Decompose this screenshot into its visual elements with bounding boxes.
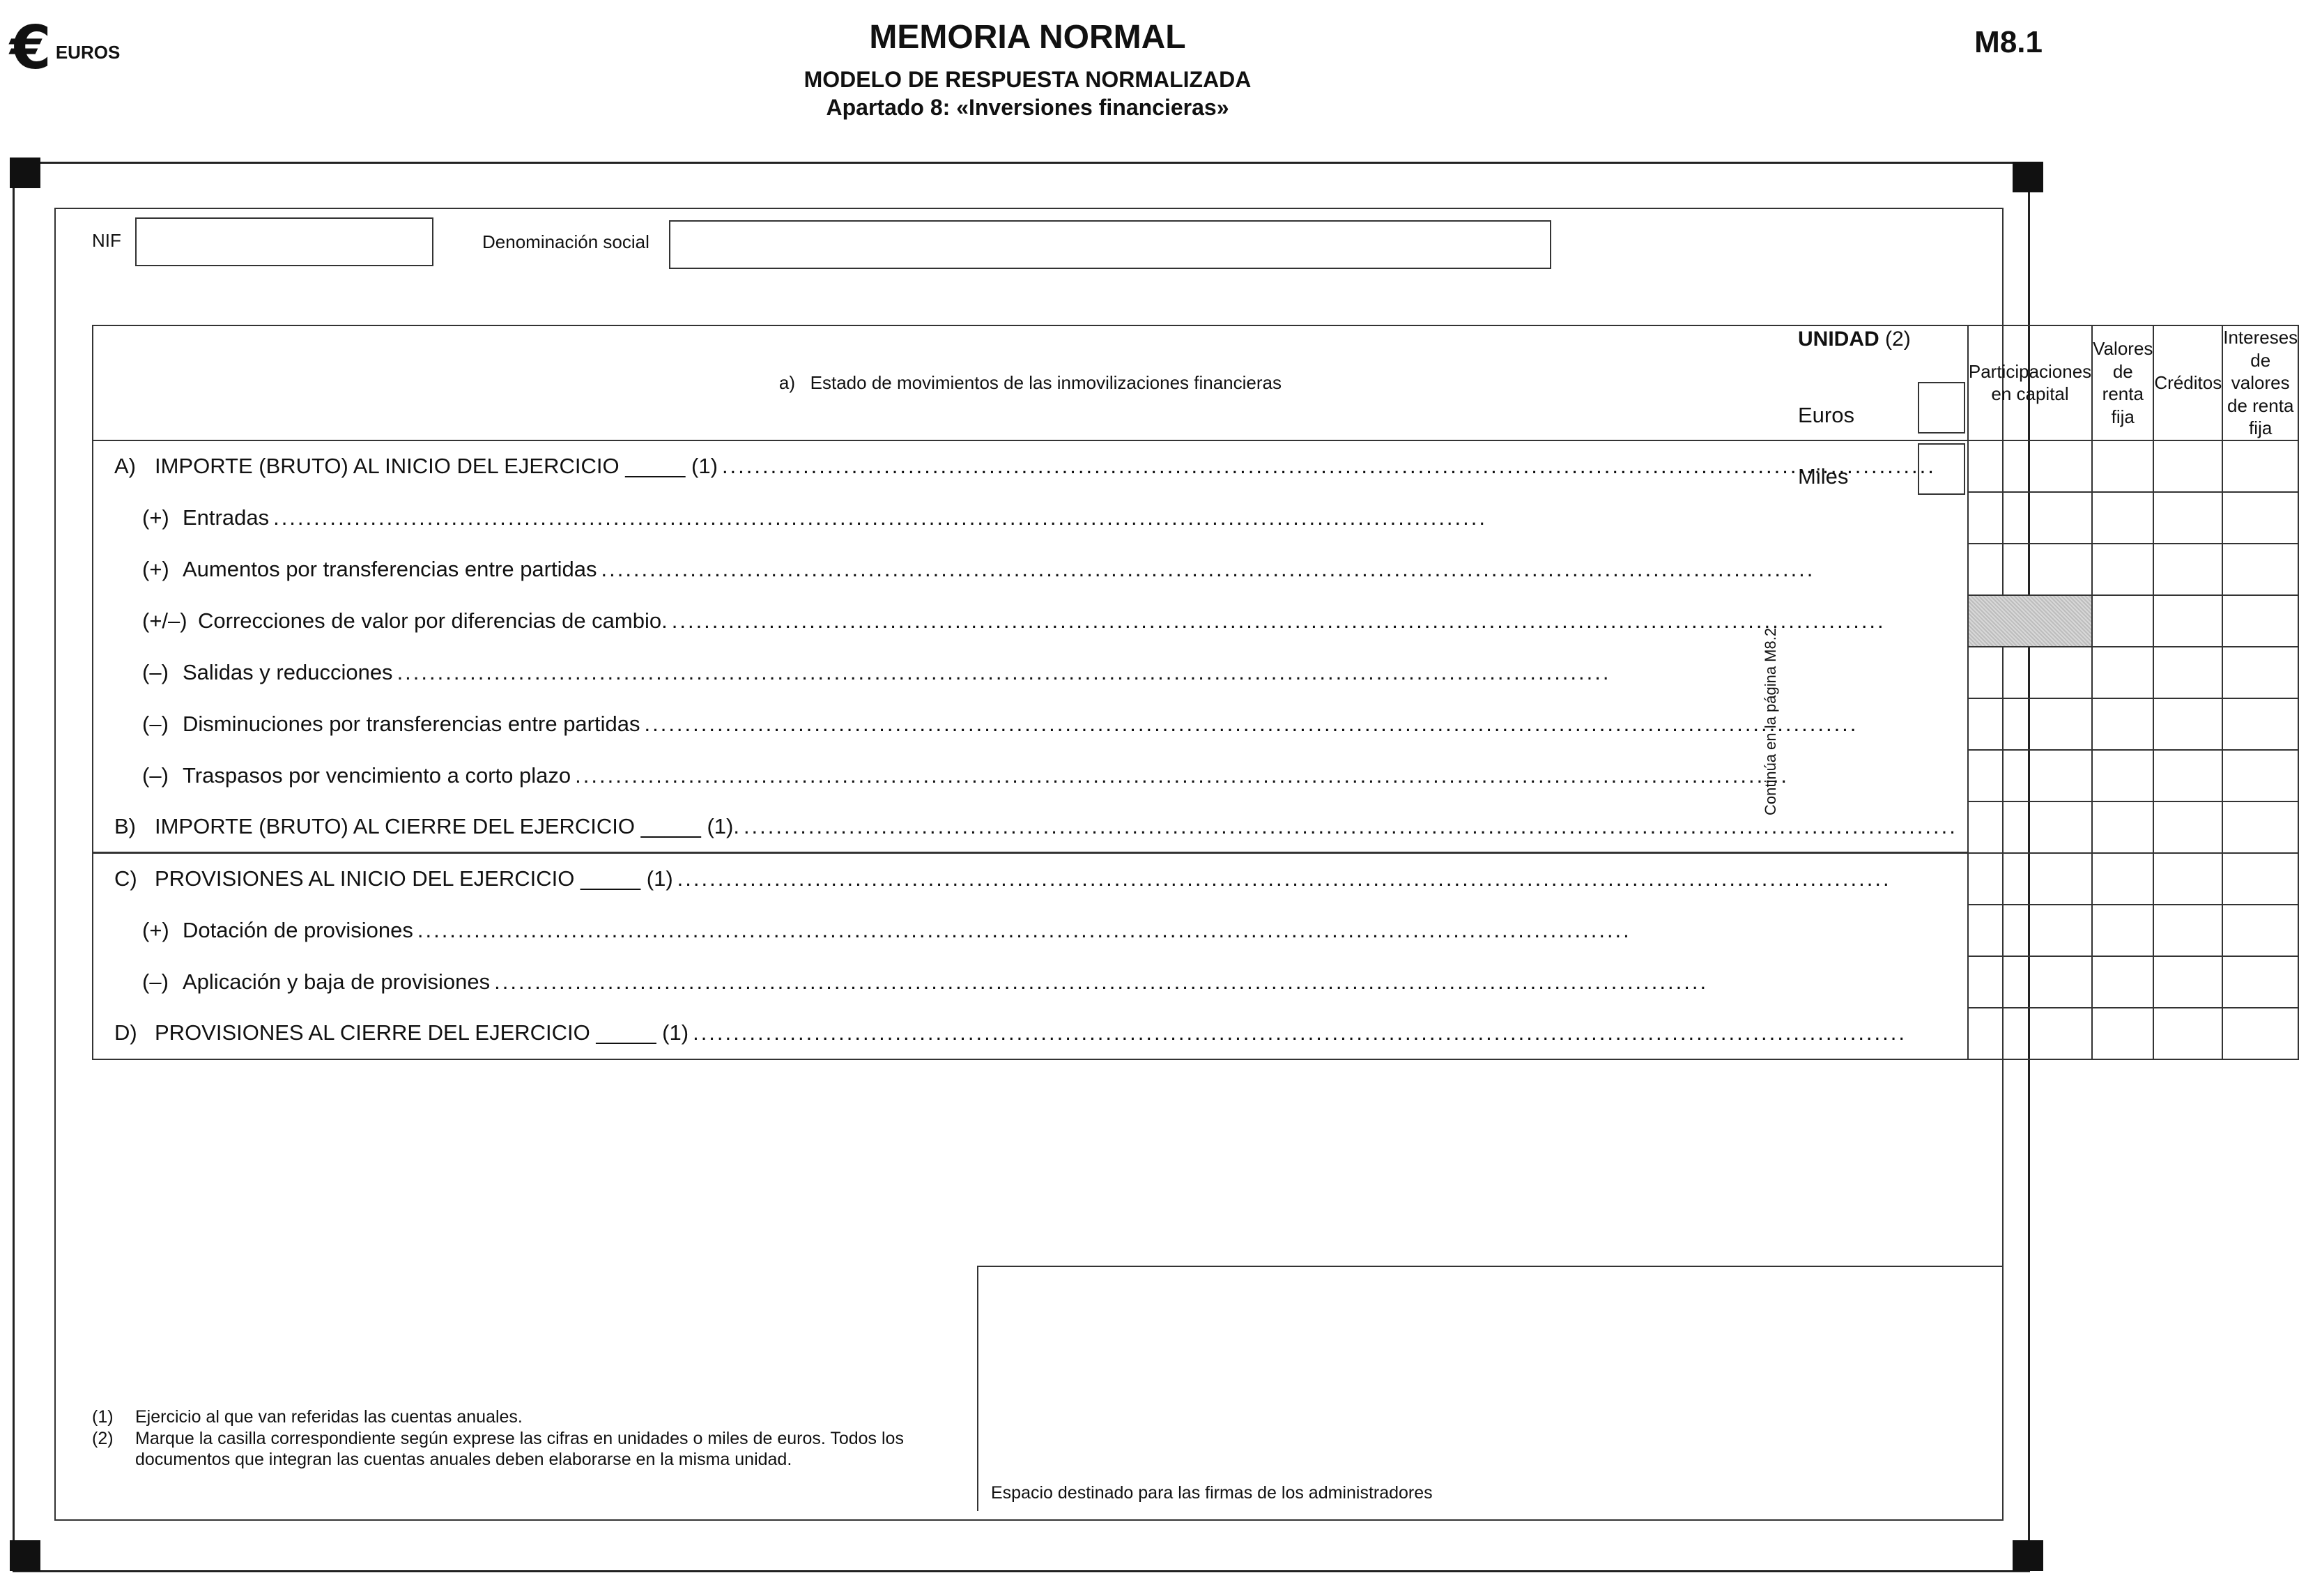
currency-label: EUROS [55, 41, 121, 63]
input-cell[interactable] [1968, 750, 2092, 801]
row-key: (+) [142, 505, 169, 530]
row-text: Salidas y reducciones [183, 659, 393, 684]
unidad-label: UNIDAD [1798, 328, 1879, 351]
row-key: D) [114, 1020, 137, 1045]
column-header-line: Participaciones [1968, 360, 2092, 382]
input-cell[interactable] [2092, 698, 2153, 750]
unidad-heading [1798, 328, 1911, 351]
table-row [93, 698, 2298, 750]
input-cell[interactable] [2222, 905, 2298, 956]
row-text: Disminuciones por transferencias entre partidas [183, 711, 640, 736]
row-label-importe-inicio [93, 440, 1968, 492]
row-key: (–) [142, 659, 169, 684]
row-text: IMPORTE (BRUTO) AL INICIO DEL EJERCICIO _____ (1) [155, 454, 718, 478]
input-cell[interactable] [2092, 440, 2153, 492]
denominacion-field[interactable] [669, 220, 1551, 269]
input-cell[interactable] [2092, 853, 2153, 905]
row-text: Correcciones de valor por diferencias de cambio. [198, 608, 668, 633]
table-row [93, 853, 2298, 905]
input-cell[interactable] [2222, 801, 2298, 853]
row-text: IMPORTE (BRUTO) AL CIERRE DEL EJERCICIO _____ (1). [155, 813, 739, 838]
form-code: M8.1 [1974, 25, 2043, 59]
row-text: PROVISIONES AL CIERRE DEL EJERCICIO _____ (1) [155, 1020, 689, 1045]
input-cell[interactable] [2153, 647, 2222, 698]
column-header-line: de renta fija [2227, 394, 2294, 438]
registration-mark-bottom-right [2013, 1540, 2043, 1571]
input-cell[interactable] [2153, 698, 2222, 750]
input-cell[interactable] [2222, 698, 2298, 750]
row-text: Aplicación y baja de provisiones [183, 969, 491, 994]
input-cell[interactable] [2092, 801, 2153, 853]
table-row [93, 647, 2298, 698]
footnotes [92, 1406, 956, 1471]
input-cell[interactable] [2153, 801, 2222, 853]
table-row [93, 595, 2298, 647]
input-cell[interactable] [2092, 750, 2153, 801]
input-cell[interactable] [1968, 492, 2092, 544]
section-title: Apartado 8: «Inversiones financieras» [826, 95, 1229, 120]
input-cell[interactable] [2153, 1008, 2222, 1059]
input-cell[interactable] [1968, 905, 2092, 956]
column-header-valores [2092, 325, 2153, 440]
table-row [93, 492, 2298, 544]
column-header-creditos [2153, 325, 2222, 440]
input-cell[interactable] [2222, 647, 2298, 698]
table-row [93, 440, 2298, 492]
row-label-dotacion [93, 905, 1968, 956]
row-text: Entradas [183, 505, 270, 530]
input-cell[interactable] [1968, 956, 2092, 1008]
table-row [93, 1008, 2298, 1059]
row-label-aumentos [93, 544, 1968, 595]
row-label-provisiones-cierre [93, 1008, 1968, 1059]
miles-checkbox[interactable] [1918, 443, 1965, 495]
column-header-line: en capital [1991, 383, 2069, 405]
table-row [93, 544, 2298, 595]
signature-label: Espacio destinado para las firmas de los administradores [991, 1483, 1433, 1503]
row-key: (+/–) [142, 608, 187, 633]
page-title: MEMORIA NORMAL [869, 19, 1186, 56]
row-key: (+) [142, 556, 169, 581]
euros-checkbox[interactable] [1918, 382, 1965, 433]
input-cell[interactable] [2222, 853, 2298, 905]
input-cell[interactable] [2153, 440, 2222, 492]
table-row [93, 956, 2298, 1008]
input-cell[interactable] [1968, 1008, 2092, 1059]
input-cell[interactable] [2222, 750, 2298, 801]
shaded-cell [1968, 595, 2092, 647]
row-label-aplicacion [93, 956, 1968, 1008]
table-title-cell [93, 325, 1968, 440]
row-key: (–) [142, 762, 169, 788]
input-cell[interactable] [2153, 750, 2222, 801]
input-cell[interactable] [2092, 544, 2153, 595]
input-cell[interactable] [2222, 440, 2298, 492]
column-header-line: Valores [2093, 338, 2153, 360]
input-cell[interactable] [2153, 492, 2222, 544]
euro-icon: € [10, 13, 52, 83]
input-cell[interactable] [1968, 647, 2092, 698]
row-key: A) [114, 454, 136, 478]
row-label-importe-cierre [93, 801, 1968, 853]
row-label-salidas [93, 647, 1968, 698]
input-cell[interactable] [2092, 647, 2153, 698]
row-label-entradas [93, 492, 1968, 544]
input-cell[interactable] [2222, 595, 2298, 647]
row-key: C) [114, 866, 137, 891]
denominacion-label: Denominación social [482, 231, 649, 252]
unit-option-euros-label: Euros [1798, 403, 1854, 427]
footnote-number: (2) [92, 1428, 114, 1448]
column-header-line: Intereses de valores [2223, 327, 2298, 393]
registration-mark-bottom-left [10, 1540, 40, 1571]
input-cell[interactable] [2153, 956, 2222, 1008]
row-key: (–) [142, 711, 169, 736]
row-label-provisiones-inicio [93, 853, 1968, 905]
registration-mark-top-left [10, 158, 40, 188]
table-title: Estado de movimientos de las inmovilizaciones financieras [810, 372, 1282, 393]
row-text: Aumentos por transferencias entre partidas [183, 556, 597, 581]
row-label-correcciones [93, 595, 1968, 647]
movements-table [92, 325, 2299, 1060]
footnote-2 [92, 1428, 956, 1471]
table-row [93, 801, 2298, 853]
continuation-note: Continúa en la página M8.2 [1762, 627, 1779, 815]
input-cell[interactable] [1968, 853, 2092, 905]
footnote-text: Ejercicio al que van referidas las cuentas anuales. [135, 1407, 523, 1427]
input-cell[interactable] [2222, 544, 2298, 595]
input-cell[interactable] [2092, 492, 2153, 544]
row-label-traspasos [93, 750, 1968, 801]
column-header-intereses [2222, 325, 2298, 440]
column-header-participaciones [1968, 325, 2092, 440]
row-text: Dotación de provisiones [183, 917, 413, 942]
footnote-1 [92, 1406, 956, 1428]
input-cell[interactable] [2153, 595, 2222, 647]
input-cell[interactable] [2222, 492, 2298, 544]
footnote-text: Marque la casilla correspondiente según exprese las cifras en unidades o miles de euros. Todos los documentos que integran las cuentas anuales deben elaborarse en la misma unidad. [135, 1428, 904, 1469]
input-cell[interactable] [2153, 544, 2222, 595]
row-text: Traspasos por vencimiento a corto plazo [183, 762, 571, 788]
table-row [93, 905, 2298, 956]
table-title-key: a) [778, 372, 795, 393]
input-cell[interactable] [2092, 595, 2153, 647]
input-cell[interactable] [2092, 1008, 2153, 1059]
nif-label: NIF [92, 230, 121, 251]
row-text: PROVISIONES AL INICIO DEL EJERCICIO _____ (1) [155, 866, 673, 891]
input-cell[interactable] [1968, 544, 2092, 595]
page-subtitle: MODELO DE RESPUESTA NORMALIZADA [804, 67, 1252, 92]
row-key: B) [114, 813, 136, 838]
input-cell[interactable] [2222, 956, 2298, 1008]
signature-area[interactable] [977, 1266, 2004, 1511]
nif-field[interactable] [135, 217, 433, 266]
input-cell[interactable] [2222, 1008, 2298, 1059]
footnote-number: (1) [92, 1407, 114, 1427]
table-header-row [93, 325, 2298, 440]
row-key: (–) [142, 969, 169, 994]
input-cell[interactable] [1968, 440, 2092, 492]
input-cell[interactable] [1968, 801, 2092, 853]
unidad-ref: (2) [1885, 328, 1911, 351]
unit-option-miles-label: Miles [1798, 464, 1849, 489]
row-key: (+) [142, 917, 169, 942]
input-cell[interactable] [2092, 905, 2153, 956]
row-label-disminuciones [93, 698, 1968, 750]
registration-mark-top-right [2013, 162, 2043, 192]
input-cell[interactable] [2153, 853, 2222, 905]
input-cell[interactable] [2092, 956, 2153, 1008]
column-header-line: de renta fija [2102, 360, 2144, 427]
column-header-line: Créditos [2154, 372, 2222, 393]
table-row [93, 750, 2298, 801]
input-cell[interactable] [1968, 698, 2092, 750]
input-cell[interactable] [2153, 905, 2222, 956]
